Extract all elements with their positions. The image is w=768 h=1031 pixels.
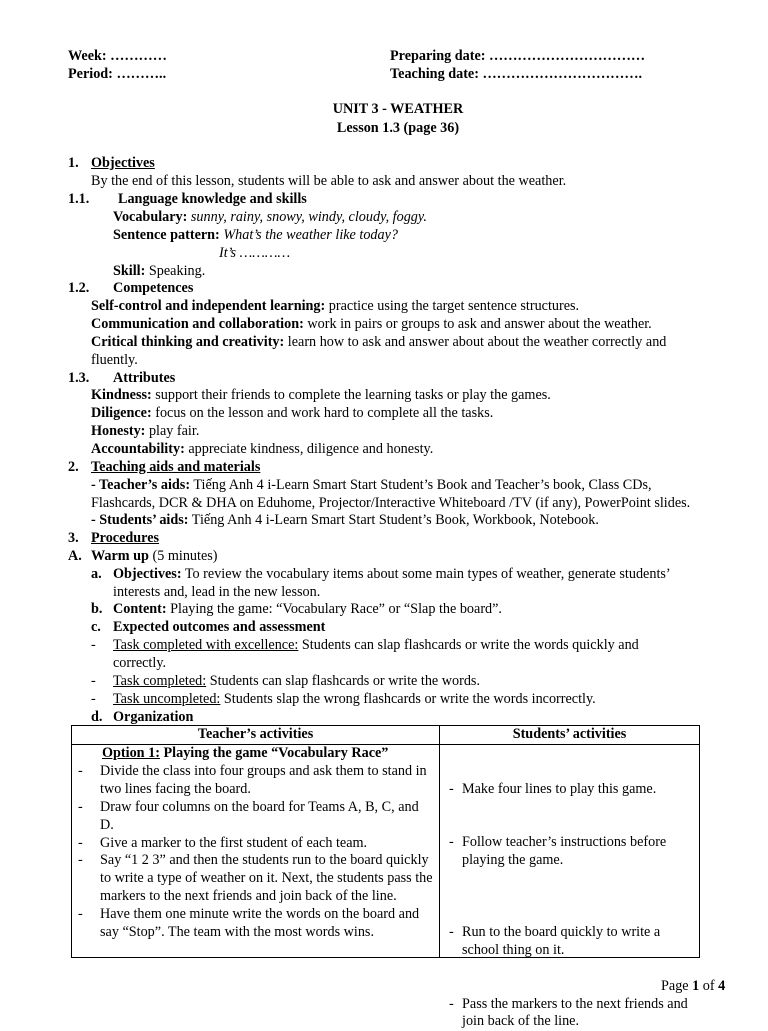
period-field: Period: ……….. [68, 66, 167, 82]
list-item [440, 924, 699, 960]
teacher-step-5: Have them one minute write the words on the board and say “Stop”. The team with the most words wins. [100, 906, 420, 941]
competence-critical-thinking [91, 334, 666, 352]
vocabulary-line [113, 209, 427, 227]
outcome-completed-text: Students can slap flashcards or write the words. [206, 673, 481, 689]
bullet-dash: - [78, 906, 83, 923]
warm-up-content-label: Content: [113, 601, 167, 617]
section-2-number: 2. [68, 459, 79, 475]
sentence-pattern-answer: It’s ………… [219, 245, 291, 261]
outcome-excellence-text: Students can slap flashcards or write the words quickly and [298, 637, 639, 653]
list-item [72, 852, 439, 906]
organization-letter: d. [91, 709, 103, 725]
teacher-activities-header: Teacher’s activities [72, 726, 440, 745]
page-prefix: Page [661, 978, 693, 994]
student-step-3: Run to the board quickly to write a school thing on it. [462, 923, 661, 958]
table-row [72, 745, 700, 958]
lesson-title: Lesson 1.3 (page 36) [336, 120, 460, 136]
student-step-1: Make four lines to play this game. [462, 781, 657, 797]
outcome-uncompleted-text: Students slap the wrong flashcards or write the words incorrectly. [220, 691, 596, 707]
student-aids-label: - Students’ aids: [91, 512, 189, 528]
bullet-dash: - [78, 834, 83, 851]
sentence-pattern-label: Sentence pattern: [113, 227, 220, 243]
teaching-date-field: Teaching date: ……………………………. [390, 66, 643, 82]
bullet-dash: - [78, 852, 83, 869]
teacher-activities-cell [72, 745, 440, 958]
teacher-step-2: Draw four columns on the board for Teams A, B, C, and D. [100, 798, 419, 833]
list-item [72, 835, 439, 853]
skill-text: Speaking. [145, 263, 206, 279]
competence-communication [91, 316, 652, 334]
bullet-dash: - [78, 798, 83, 815]
competence-communication-text: work in pairs or groups to ask and answer about the weather. [303, 316, 652, 332]
page-number [661, 978, 725, 996]
section-3-number: 3. [68, 530, 79, 546]
objectives-letter: a. [91, 566, 102, 582]
warm-up-objectives-text: To review the vocabulary items about some main types of weather, generate students’ [181, 566, 671, 582]
attribute-diligence [91, 405, 493, 423]
teacher-step-1: Divide the class into four groups and ask them to stand in two lines facing the board. [100, 762, 427, 797]
attribute-honesty-text: play fair. [145, 423, 200, 439]
list-item [72, 799, 439, 835]
list-item [72, 906, 439, 942]
warm-up-objectives [113, 566, 671, 584]
attribute-kindness [91, 387, 551, 405]
vocabulary-label: Vocabulary: [113, 209, 188, 225]
section-1-number: 1. [68, 155, 79, 171]
bullet-dash: - [91, 637, 96, 653]
warm-up-content [113, 601, 502, 619]
outcome-completed-label: Task completed: [113, 673, 207, 689]
competence-self-control-text: practice using the target sentence structures. [325, 298, 580, 314]
competence-communication-label: Communication and collaboration: [91, 316, 304, 332]
teacher-aids-cont: Flashcards, DCR & DHA on Eduhome, Projector/Interactive Whiteboard /TV (if any), PowerPoint slides. [91, 495, 691, 511]
warm-up-heading [91, 548, 218, 566]
option-title: Playing the game “Vocabulary Race” [159, 745, 389, 761]
competence-critical-thinking-cont: fluently. [91, 352, 138, 368]
competence-critical-thinking-label: Critical thinking and creativity: [91, 334, 285, 350]
teacher-aids [91, 477, 652, 495]
section-3-heading: Procedures [91, 530, 160, 546]
sentence-pattern-text: What’s the weather like today? [219, 227, 399, 243]
attribute-accountability [91, 441, 433, 459]
outcome-uncompleted [113, 691, 596, 709]
expected-letter: c. [91, 619, 101, 635]
outcome-completed [113, 673, 480, 691]
warm-up-objectives-label: Objectives: [113, 566, 182, 582]
warm-up-objectives-cont: interests and, lead in the new lesson. [113, 584, 321, 600]
bullet-dash: - [449, 833, 454, 850]
bullet-dash: - [91, 673, 96, 689]
competence-critical-thinking-text: learn how to ask and answer about about the weather correctly and [284, 334, 667, 350]
student-step-2: Follow teacher’s instructions before playing the game. [462, 833, 667, 868]
skill-line [113, 263, 205, 281]
page-total: 4 [718, 978, 726, 994]
list-item [72, 763, 439, 799]
teacher-aids-label: - Teacher’s aids: [91, 477, 191, 493]
content-letter: b. [91, 601, 103, 617]
warm-up-time: (5 minutes) [148, 548, 218, 564]
option-label: Option 1: [102, 745, 160, 761]
competence-self-control-label: Self-control and independent learning: [91, 298, 326, 314]
list-item [440, 781, 699, 799]
teacher-aids-text: Tiếng Anh 4 i-Learn Smart Start Student’s Book and Teacher’s book, Class CDs, [190, 477, 652, 493]
section-1-3-number: 1.3. [68, 370, 90, 386]
unit-title: UNIT 3 - WEATHER [332, 101, 464, 117]
warm-up-content-text: Playing the game: “Vocabulary Race” or “Slap the board”. [166, 601, 502, 617]
outcome-excellence-label: Task completed with excellence: [113, 637, 299, 653]
bullet-dash: - [449, 995, 454, 1012]
list-item [440, 996, 699, 1031]
page-of: of [699, 978, 719, 994]
bullet-dash: - [449, 781, 454, 797]
student-aids-text: Tiếng Anh 4 i-Learn Smart Start Student’s Book, Workbook, Notebook. [188, 512, 599, 528]
outcome-excellence-cont: correctly. [113, 655, 167, 671]
expected-outcomes-heading: Expected outcomes and assessment [113, 619, 326, 635]
section-1-heading: Objectives [91, 155, 155, 171]
attribute-kindness-label: Kindness: [91, 387, 152, 403]
attribute-diligence-label: Diligence: [91, 405, 152, 421]
attribute-diligence-text: focus on the lesson and work hard to complete all the tasks. [151, 405, 494, 421]
students-activities-header: Students’ activities [440, 726, 700, 745]
section-2-heading: Teaching aids and materials [91, 459, 261, 475]
page-current: 1 [692, 978, 700, 994]
bullet-dash: - [449, 923, 454, 940]
attribute-honesty-label: Honesty: [91, 423, 146, 439]
student-step-4: Pass the markers to the next friends and join back of the line. [462, 995, 688, 1030]
organization-heading: Organization [113, 709, 194, 725]
section-1-2-number: 1.2. [68, 280, 90, 296]
objectives-intro: By the end of this lesson, students will be able to ask and answer about the weather. [91, 173, 567, 189]
teacher-step-4: Say “1 2 3” and then the students run to the board quickly to write a type of weather on it. Next, the students pass the markers to the next friends and join back of the line. [100, 852, 433, 905]
attribute-accountability-text: appreciate kindness, diligence and honesty. [184, 441, 434, 457]
teacher-step-3: Give a marker to the first student of each team. [100, 834, 368, 851]
vocabulary-text: sunny, rainy, snowy, windy, cloudy, foggy. [187, 209, 427, 225]
table-header-row [72, 726, 700, 745]
attribute-accountability-label: Accountability: [91, 441, 185, 457]
competence-self-control [91, 298, 579, 316]
section-1-3-heading: Attributes [113, 370, 176, 386]
section-1-1-heading: Language knowledge and skills [118, 191, 307, 207]
section-1-2-heading: Competences [113, 280, 194, 296]
attribute-honesty [91, 423, 199, 441]
preparing-date-field: Preparing date: …………………………… [390, 48, 646, 64]
week-field: Week: ………… [68, 48, 167, 64]
sentence-pattern-line [113, 227, 398, 245]
bullet-dash: - [78, 762, 83, 779]
section-1-1-number: 1.1. [68, 191, 90, 207]
list-item [440, 834, 699, 870]
option-heading [72, 745, 439, 763]
bullet-dash: - [91, 691, 96, 707]
skill-label: Skill: [113, 263, 146, 279]
student-aids [91, 512, 599, 530]
warm-up-label: Warm up [91, 548, 149, 564]
warm-up-letter: A. [68, 548, 82, 564]
attribute-kindness-text: support their friends to complete the learning tasks or play the games. [151, 387, 551, 403]
outcome-excellence [113, 637, 639, 655]
outcome-uncompleted-label: Task uncompleted: [113, 691, 221, 707]
